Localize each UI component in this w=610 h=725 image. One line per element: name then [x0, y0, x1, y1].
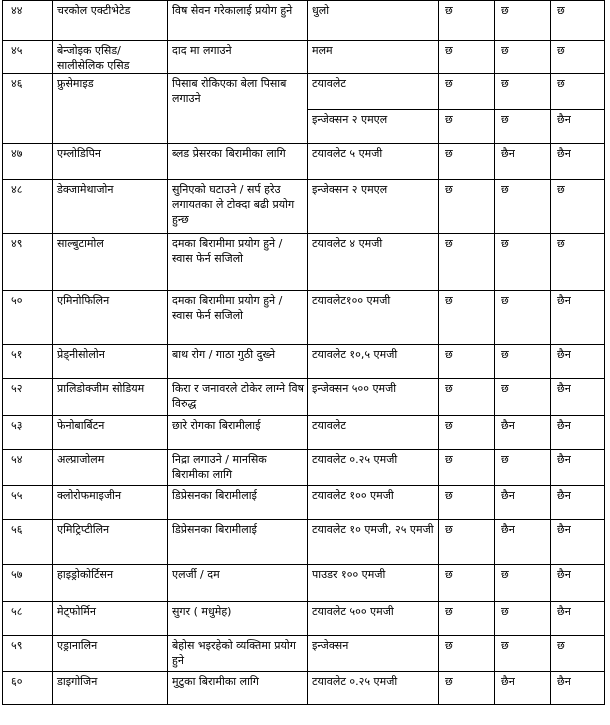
availability-1: छ [439, 345, 495, 379]
medicine-name: प्रेड्नीसोलोन [53, 345, 168, 379]
availability-2: छ [495, 110, 551, 144]
availability-1: छ [439, 520, 495, 565]
medicine-name: अल्प्राजोलम [53, 450, 168, 486]
availability-3: छैन [551, 602, 605, 636]
availability-3: छैन [551, 110, 605, 144]
medicine-use: ब्लड प्रेसरका बिरामीका लागि [168, 144, 308, 180]
medicine-use: विष सेवन गरेकालाई प्रयोग हुने [168, 1, 308, 41]
dosage-form: टयावलेट १०० एमजी [308, 486, 439, 520]
table-row [3, 41, 605, 74]
availability-3: छ [551, 1, 605, 41]
medicine-table [2, 0, 605, 705]
medicine-name: चरकोल एक्टीभेटेड [53, 1, 168, 41]
medicine-name: डेक्जामेथाजोन [53, 180, 168, 234]
availability-2: छ [495, 234, 551, 291]
dosage-form: धुलो [308, 1, 439, 41]
availability-1: छ [439, 110, 495, 144]
medicine-use: मुटुका बिरामीका लागि [168, 672, 308, 705]
dosage-form: मलम [308, 41, 439, 74]
medicine-name: एम्लोडिपिन [53, 144, 168, 180]
dosage-form: टयावलेट१०० एमजी [308, 291, 439, 345]
availability-3: छैन [551, 450, 605, 486]
medicine-use: सुगर ( मधुमेह) [168, 602, 308, 636]
dosage-form: टयावलेट ४ एमजी [308, 234, 439, 291]
availability-3: छ [551, 41, 605, 74]
medicine-use: किरा र जनावरले टोकेर लाग्ने विष विरुद्ध [168, 379, 308, 416]
medicine-name: फेनोबार्बिटन [53, 416, 168, 450]
table-row [3, 1, 605, 41]
dosage-form: टयावलेट १०,५ एमजी [308, 345, 439, 379]
availability-2: छ [495, 41, 551, 74]
medicine-name: फ्रुसेमाइड [53, 74, 168, 144]
availability-2: छैन [495, 672, 551, 705]
serial-number: ४५ [3, 41, 53, 74]
availability-3: छैन [551, 345, 605, 379]
medicine-use: बाथ रोग / गाठा गुठी दुख्ने [168, 345, 308, 379]
availability-1: छ [439, 234, 495, 291]
dosage-form: इन्जेक्सन २ एमएल [308, 180, 439, 234]
medicine-use: डिप्रेसनका बिरामीलाई [168, 486, 308, 520]
availability-3: छैन [551, 416, 605, 450]
availability-2: छ [495, 379, 551, 416]
medicine-use: निद्रा लगाउने / मानसिक बिरामीका लागि [168, 450, 308, 486]
medicine-name: बेन्जोइक एसिड/ सालीसेलिक एसिड [53, 41, 168, 74]
availability-1: छ [439, 144, 495, 180]
availability-3: छैन [551, 379, 605, 416]
medicine-use: छारे रोगका बिरामीलाई [168, 416, 308, 450]
dosage-form: पाउडर १०० एमजी [308, 565, 439, 602]
availability-1: छ [439, 486, 495, 520]
availability-3: छैन [551, 672, 605, 705]
dosage-form: टयावलेट [308, 416, 439, 450]
serial-number: ५२ [3, 379, 53, 416]
availability-3: छ [551, 74, 605, 110]
medicine-use: सुनिएको घटाउने / सर्प हरेउ लगायतका ले टोक्दा बढी प्रयोग हुन्छ [168, 180, 308, 234]
table-row [3, 345, 605, 379]
availability-2: छ [495, 602, 551, 636]
table-row [3, 416, 605, 450]
availability-2: छैन [495, 520, 551, 565]
dosage-form: इन्जेक्सन ५०० एमजी [308, 379, 439, 416]
availability-1: छ [439, 41, 495, 74]
availability-3: छैन [551, 144, 605, 180]
availability-3: छैन [551, 565, 605, 602]
serial-number: ५० [3, 291, 53, 345]
serial-number: ४४ [3, 1, 53, 41]
medicine-name: क्लोरोफमाइजीन [53, 486, 168, 520]
serial-number: ४९ [3, 234, 53, 291]
availability-2: छैन [495, 486, 551, 520]
medicine-use: दमका बिरामीमा प्रयोग हुने / स्वास फेर्न सजिलो [168, 234, 308, 291]
availability-2: छ [495, 565, 551, 602]
dosage-form: टयावलेट ५०० एमजी [308, 602, 439, 636]
availability-2: छ [495, 74, 551, 110]
availability-3: छैन [551, 486, 605, 520]
dosage-form: टयावलेट ५ एमजी [308, 144, 439, 180]
medicine-use: दाद मा लगाउने [168, 41, 308, 74]
table-row [3, 144, 605, 180]
serial-number: ५३ [3, 416, 53, 450]
serial-number: ५६ [3, 520, 53, 565]
availability-1: छ [439, 379, 495, 416]
serial-number: ५७ [3, 565, 53, 602]
table-row [3, 520, 605, 565]
availability-2: छ [495, 291, 551, 345]
availability-1: छ [439, 291, 495, 345]
table-row [3, 180, 605, 234]
availability-1: छ [439, 672, 495, 705]
availability-1: छ [439, 565, 495, 602]
table-row [3, 636, 605, 672]
table-row [3, 74, 605, 110]
availability-2: छ [495, 450, 551, 486]
table-row [3, 450, 605, 486]
table-row [3, 291, 605, 345]
serial-number: ५४ [3, 450, 53, 486]
availability-1: छ [439, 602, 495, 636]
table-row [3, 602, 605, 636]
availability-3: छैन [551, 520, 605, 565]
serial-number: ५१ [3, 345, 53, 379]
medicine-name: मेट्फोर्मिन [53, 602, 168, 636]
dosage-form: टयावलेट ०.२५ एमजी [308, 450, 439, 486]
availability-2: छ [495, 636, 551, 672]
medicine-name: डाइगोजिन [53, 672, 168, 705]
medicine-use: डिप्रेसनका बिरामीलाई [168, 520, 308, 565]
table-row [3, 379, 605, 416]
availability-1: छ [439, 74, 495, 110]
serial-number: ६० [3, 672, 53, 705]
serial-number: ४६ [3, 74, 53, 144]
medicine-use: एलर्जी / दम [168, 565, 308, 602]
table-row [3, 672, 605, 705]
availability-2: छ [495, 345, 551, 379]
availability-2: छैन [495, 144, 551, 180]
serial-number: ४७ [3, 144, 53, 180]
medicine-name: एमिट्रिप्टीलिन [53, 520, 168, 565]
table-row [3, 565, 605, 602]
dosage-form: टयावलेट ०.२५ एमजी [308, 672, 439, 705]
availability-2: छ [495, 1, 551, 41]
medicine-use: दमका बिरामीमा प्रयोग हुने / स्वास फेर्न सजिलो [168, 291, 308, 345]
availability-1: छ [439, 416, 495, 450]
medicine-name: प्रालिडोक्जीम सोडियम [53, 379, 168, 416]
medicine-use: पिसाब रोकिएका बेला पिसाब लगाउने [168, 74, 308, 144]
table-row [3, 486, 605, 520]
availability-2: छैन [495, 416, 551, 450]
table-row [3, 234, 605, 291]
medicine-name: साल्बुटामोल [53, 234, 168, 291]
availability-1: छ [439, 180, 495, 234]
availability-1: छ [439, 636, 495, 672]
dosage-form: टयावलेट १० एमजी, २५ एमजी [308, 520, 439, 565]
medicine-use: बेहोस भइरहेको व्यक्तिमा प्रयोग हुने [168, 636, 308, 672]
dosage-form: इन्जेक्सन २ एमएल [308, 110, 439, 144]
dosage-form: इन्जेक्सन [308, 636, 439, 672]
availability-2: छ [495, 180, 551, 234]
availability-1: छ [439, 1, 495, 41]
availability-3: छ [551, 234, 605, 291]
availability-3: छैन [551, 291, 605, 345]
availability-3: छ [551, 636, 605, 672]
medicine-table-body [3, 1, 605, 705]
serial-number: ५८ [3, 602, 53, 636]
medicine-name: एड्रानालिन [53, 636, 168, 672]
medicine-name: एमिनोफिलिन [53, 291, 168, 345]
availability-3: छ [551, 180, 605, 234]
serial-number: ५५ [3, 486, 53, 520]
serial-number: ५९ [3, 636, 53, 672]
dosage-form: टयावलेट [308, 74, 439, 110]
serial-number: ४८ [3, 180, 53, 234]
availability-1: छ [439, 450, 495, 486]
medicine-name: हाइड्रोकोर्टिसन [53, 565, 168, 602]
